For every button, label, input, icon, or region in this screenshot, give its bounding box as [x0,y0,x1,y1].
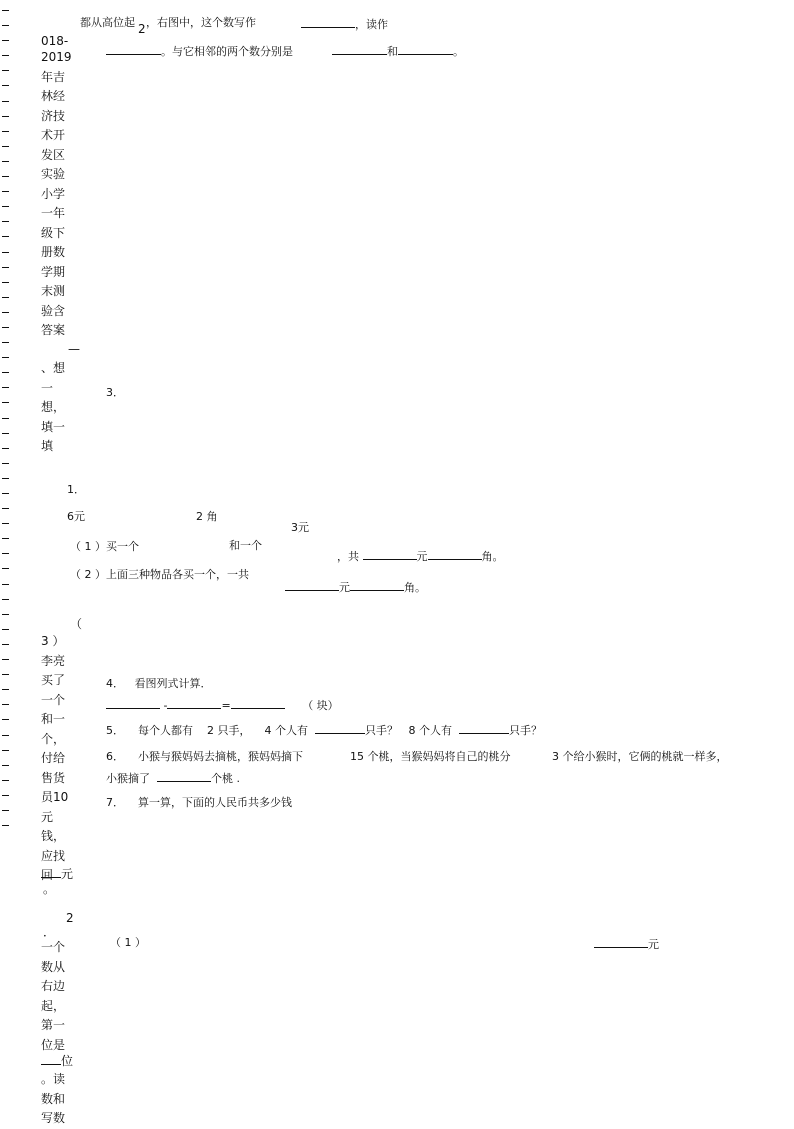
q4-line [106,677,212,691]
q4-equation [106,697,339,713]
top-line2-a: 。与它相邻的两个数分别是 [161,45,293,58]
q1-s1-yuan: 元 [416,550,428,563]
q6-b: 15 个桃，当猴妈妈将自己的桃分 [350,750,511,763]
q1-price-2: 2 角 [196,510,218,523]
q1-s2-a: （ 2 ）上面三种物品各买一个，一共 [70,568,249,581]
q5-e: 8 个人有 [408,724,452,737]
binding-margin-dashes [2,10,10,840]
q5-a: 每个人都有 [138,724,193,737]
q1-price-3: 3元 [291,521,309,534]
neighbor-1-blank[interactable] [332,43,387,55]
q6-e: 个桃 . [211,772,240,785]
top-line1-c: ，读作 [355,18,388,31]
q5-blank-2[interactable] [459,722,509,734]
q1-s3-text: 3 ）李亮买了一个和一个，付给售货员10元钱，应找回 [41,634,69,882]
top-line1-a: 都从高位起 [80,16,135,29]
q1-s2-yuan: 元 [339,581,350,594]
q5-d: 只手？ [365,724,398,737]
q1-s2-yuan-blank[interactable] [285,579,339,591]
top-line-2 [106,43,293,59]
section-dash: — [68,342,80,356]
neighbor-2-blank[interactable] [398,43,453,55]
q4-number: 4． [106,677,124,690]
q4-text: 看图列式计算． [134,677,212,690]
q5-number: 5． [106,724,124,737]
q7-sub-1: （ 1 ） [110,936,146,949]
q4-blank-1[interactable] [106,697,160,709]
number-read-blank[interactable] [106,43,161,55]
number-written-blank[interactable] [301,16,355,28]
q7-blank[interactable] [594,936,648,948]
q1-s1-jiao: 角。 [481,550,504,563]
q5-c: 4 个人有 [264,724,308,737]
q2-blank[interactable] [41,1053,61,1065]
q1-s3-answer [41,866,73,881]
q1-price-1: 6元 [67,510,85,523]
q6-c: 3 个给小猴时，它俩的桃就一样多， [552,750,728,763]
q1-s1-b: 和一个 [229,539,262,552]
q1-s3-end: 。 [43,882,56,896]
q1-s1-yuan-blank[interactable] [363,548,417,560]
q1-s3-unit: 元 [61,867,74,881]
top-line2-c: 。 [453,45,464,58]
q2-dot: ． [43,925,56,939]
q5-b: 2 只手， [207,724,251,737]
q1-s2-jiao: 角。 [404,581,426,594]
q1-s1-jiao-blank[interactable] [428,548,482,560]
q6-a: 小猴与猴妈妈去摘桃，猴妈妈摘下 [138,750,303,763]
title-rest: 2019年吉林经济技术开发区实验小学一年级下册数学期末测验含答案 [41,50,72,337]
q4-unit: （ 块） [302,699,339,712]
q5-f: 只手？ [509,724,542,737]
q7-text: 算一算，下面的人民币共多少钱 [138,796,292,809]
q7-unit: 元 [648,938,659,951]
top-line1-answer [301,16,388,32]
q1-s2-jiao-blank[interactable] [350,579,404,591]
neighbors-answer [332,43,464,59]
q6-line-2 [106,770,240,786]
top-line2-b: 和 [387,45,398,58]
q7-sub-1-answer [594,936,659,952]
q6-number: 6． [106,750,124,763]
section-heading: 、想一想，填一填 [41,361,66,453]
q1-number: 1． [67,483,85,496]
q1-s1-a: （ 1 ）买一个 [70,540,139,553]
q1-s1-answer [337,548,504,564]
q4-blank-2[interactable] [167,697,221,709]
q3-number: 3． [106,386,124,399]
q7-number: 7． [106,796,124,809]
q7-line [106,796,292,810]
q4-equals: = [221,699,231,712]
q6-line-1 [106,750,303,764]
q6-blank[interactable] [157,770,211,782]
q2-text2: 。读数和写数 [41,1072,66,1125]
q2-unit: 位 [61,1054,74,1068]
q6-d: 小猴摘了 [106,772,150,785]
title-prefix: 018- [41,34,69,48]
q2-answer [41,1053,73,1068]
q5-line [106,722,542,738]
q1-s3-open: （ [70,617,83,631]
document-title [41,35,75,341]
q5-blank-1[interactable] [315,722,365,734]
q2-number: 2 [66,911,74,925]
q1-s2-answer [285,579,426,595]
top-line-1 [80,16,135,30]
q4-minus: - [163,699,168,712]
q1-s1-c: ，共 [337,550,359,563]
top-sup-2: 2 [138,22,146,36]
q1-s3-blank[interactable] [41,866,61,878]
top-line1-b: ，右图中，这个数写作 [146,16,256,29]
q4-blank-3[interactable] [231,697,285,709]
q2-text: 一个数从右边起，第一位是 [41,940,66,1052]
